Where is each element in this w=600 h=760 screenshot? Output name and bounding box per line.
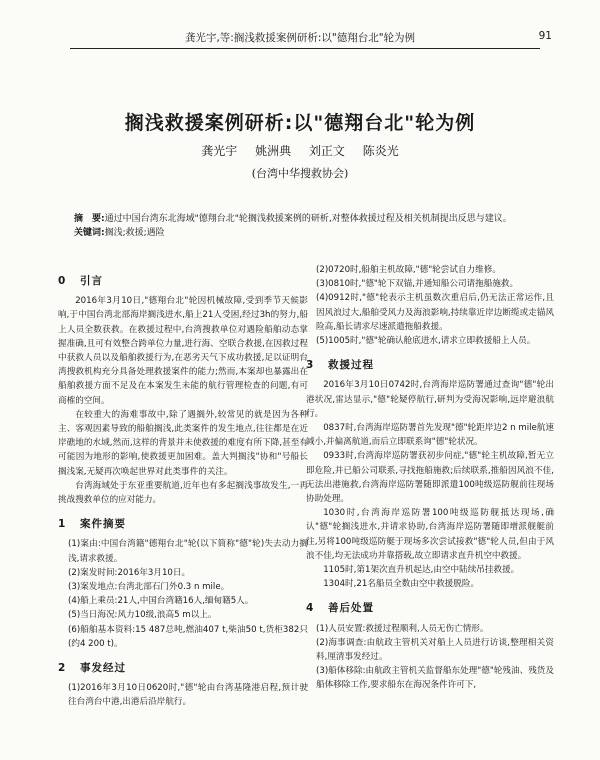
list-item: (1)人员安置:救援过程顺利,人员无伤亡情形。 — [316, 623, 489, 634]
affiliation: (台湾中华搜救协会) — [251, 167, 349, 180]
paragraph: 0933时,台湾海岸巡防署获初步问症,"德"轮主机故障,暂无立即危险,并已船公司联系,寻找拖船施救;后续联系,推船因风浪不佳,无法出港施救,台湾海岸巡防署随即派遣100吨级巡防舰前往现场协助处理。 — [306, 451, 554, 505]
list-item: (3)案发地点:台湾北部石门外0.3 n mile。 — [68, 582, 230, 593]
abstract — [74, 212, 534, 226]
authors: 龚光宇 姚洲典 刘正文 陈炎光 — [201, 144, 399, 158]
paragraph: 2016年3月10日,"德翔台北"轮因机械故障,受到季节天候影响,于中国台湾北部海岸搁浅进水,船上21人受困,经过3h的努力,船上人员全数获救。在救援过程中,台湾搜救单位对遇险船舶动态掌握准确,且可有效整合跨单位力量,进行海、空联合救援,在因救过程中获救人员以及船舶救援行为,在恶劣天气下成功救援,足以证明台湾搜救机构充分具备处理救援案件的能力;然而,本案却也暴露出在船舶救援方面不足及在本案发生未能的航行管理检查的问题,有可商榷的空间。 — [58, 296, 308, 406]
list-item: (4)0912时,"德"轮表示主机虽数次重启后,仍无法正常运作,且因风浪过大,船舶受风力及海浪影响,持续靠近岸边断缆或走锚风险高,船长请求尽速派遣拖船救援。 — [316, 293, 554, 332]
list-item: (5)1005时,"德"轮确认舱底进水,请求立即救援船上人员。 — [316, 336, 536, 347]
list-item: (2)0720时,船舶主机故障,"德"轮尝试自力维修。 — [316, 265, 501, 275]
list-item: (6)船舶基本资料:15 487总吨,燃油407 t,柴油50 t,货柜382只(约4 200 t)。 — [68, 624, 308, 649]
list-item: (2)海事调查:由航政主管机关对船上人员进行访谈,整理相关资料,厘清事发经过。 — [316, 637, 554, 663]
paper-title: 搁浅救援案例研析:以"德翔台北"轮为例 — [124, 112, 476, 134]
paragraph: 台湾海域处于东亚重要航道,近年也有多起搁浅事故发生,一再挑战搜救单位的应对能力。 — [58, 480, 308, 506]
paragraph: 1030时,台湾海岸巡防署100吨级巡防舰抵达现场,确认"德"轮搁浅进水,并请求协助,台湾海岸巡防署随即增派舰艇前往,另将100吨级巡防艇于现场多次尝试接救"德"轮人员,但由于风浪不佳,均无法成功并靠搭载,故立即请求直升机空中救援。 — [306, 508, 554, 561]
paragraph: 1105时,第1架次直升机起达,由空中陆续吊挂救援。 — [323, 565, 520, 576]
page-number: 91 — [538, 30, 552, 42]
abstract-label: 摘 要: — [74, 214, 105, 224]
keywords-text: 搁浅;救援;遇险 — [104, 228, 165, 238]
right-column — [306, 263, 554, 693]
list-item: (2)案发时间:2016年3月10日。 — [68, 567, 191, 578]
section-heading-events: 2 事发经过 — [58, 662, 126, 675]
list-item: (4)船上乘员:21人,中国台湾籍16人,缅甸籍5人。 — [68, 596, 254, 607]
header-rule — [70, 48, 540, 49]
list-item: (3)船体移除:由航政主管机关监督船东处理"德"轮残油、残货及船体移除工作,要求船东在海况条件许可下, — [316, 666, 554, 691]
paragraph: 在较重大的海难事故中,除了遇搁外,较常见的就是因为各种主、客观因素导致的船舶搁浅,此类案件的发生地点,往往都是在近岸礁地的水域,然而,这样的背景并未使救援的难度有所下降,甚至有可能因为地形的影响,使救援更加困难。盖大判搁浅"协和"号船长搁浅案,无疑再次唤起世界对此类事件的关注。 — [58, 409, 308, 477]
section-heading-aftercare: 4 善后处置 — [306, 602, 374, 615]
list-item: (1)2016年3月10日0620时,"德"轮由台湾基隆港启程,预计驶往台湾台中港,出港后沿岸航行。 — [68, 683, 308, 708]
keywords-label: 关键词: — [74, 228, 105, 238]
paragraph: 1304时,21名船员全数由空中救援脱险。 — [323, 579, 480, 590]
running-header-text: 龚光宇,等:搁浅救援案例研析:以"德翔台北"轮为例 — [184, 32, 416, 44]
list-item: (1)案由:中国台湾籍"德翔台北"轮(以下简称"德"轮)失去动力搁浅,请求救援。 — [68, 539, 308, 564]
section-heading-rescue: 3 救援过程 — [306, 359, 374, 372]
keywords — [74, 226, 534, 240]
abstract-text: 通过中国台湾东北海域"德翔台北"轮搁浅救援案例的研析,对整体救援过程及相关机制提出反思与建议。 — [104, 214, 512, 224]
section-heading-intro: 0 引言 — [58, 275, 103, 287]
section-heading-case-summary: 1 案件摘要 — [58, 518, 126, 531]
list-item: (5)当日海况:风力10级,浪高5 m以上。 — [68, 610, 217, 621]
paragraph: 0837时,台湾海岸巡防署首先发现"德"轮距岸边2 n mile航速减小,并偏离航道,而后立即联系询"德"轮状况。 — [306, 423, 554, 448]
paragraph: 2016年3月10日0742时,台湾海岸巡防署通过查询"德"轮出港状况,雷达显示,"德"轮疑停航行,研判为受海况影响,远岸避浪航行。 — [306, 380, 554, 419]
abstract-block — [74, 212, 534, 240]
running-header — [0, 30, 600, 48]
left-column — [58, 258, 308, 710]
list-item: (3)0810时,"德"轮下双锚,并通知船公司请拖船施救。 — [316, 279, 519, 290]
